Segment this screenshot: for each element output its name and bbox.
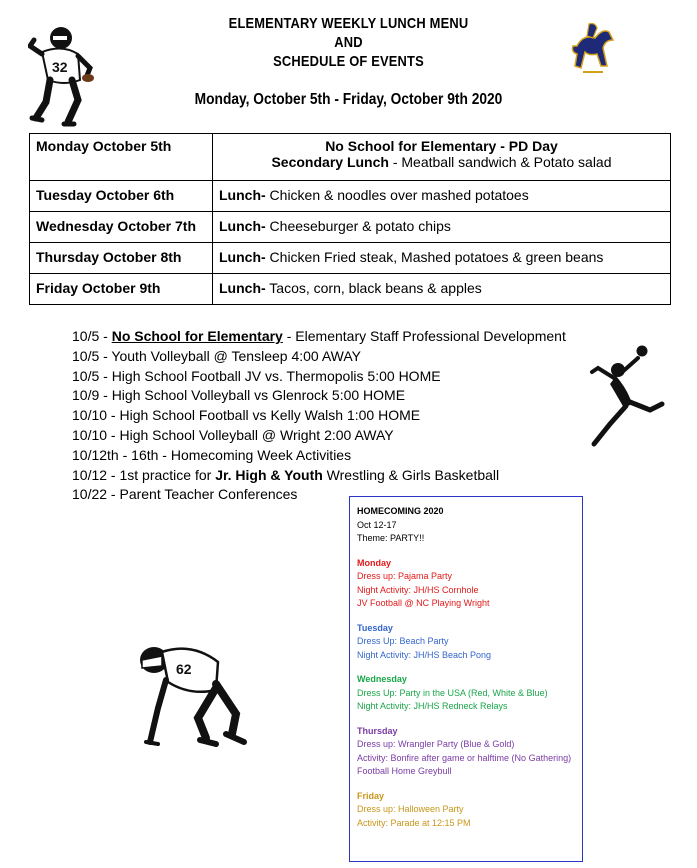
bucking-horse-logo bbox=[569, 20, 617, 84]
events-list bbox=[72, 327, 566, 505]
homecoming-line: Dress up: Wrangler Party (Blue & Gold) bbox=[357, 739, 515, 749]
event-bold: Jr. High & Youth bbox=[215, 466, 323, 483]
homecoming-line: Dress up: Halloween Party bbox=[357, 804, 464, 814]
homecoming-day-thursday: Thursday bbox=[357, 725, 398, 736]
menu-day: Tuesday October 6th bbox=[30, 181, 213, 212]
title-line-2: AND bbox=[334, 34, 363, 51]
homecoming-box bbox=[349, 496, 583, 862]
secondary-lunch-line bbox=[219, 154, 664, 170]
page-header bbox=[49, 14, 648, 71]
week-dates: Monday, October 5th - Friday, October 9th 2020 bbox=[194, 91, 503, 108]
title-line-3: SCHEDULE OF EVENTS bbox=[273, 53, 424, 70]
menu-entry bbox=[213, 243, 671, 274]
volleyball-player-icon bbox=[588, 344, 666, 450]
homecoming-theme: Theme: PARTY!! bbox=[357, 533, 425, 543]
homecoming-line: Activity: Bonfire after game or halftime (No Gathering) bbox=[357, 752, 572, 763]
menu-entry bbox=[213, 134, 671, 181]
menu-entry bbox=[213, 274, 671, 305]
homecoming-day-wednesday: Wednesday bbox=[357, 674, 407, 684]
football-lineman-icon bbox=[132, 638, 248, 750]
secondary-lunch-text: - Meatball sandwich & Potato salad bbox=[388, 154, 612, 170]
football-player-icon bbox=[28, 22, 98, 128]
event-item bbox=[72, 327, 566, 347]
lunch-label: Lunch- bbox=[219, 218, 266, 234]
lunch-text: Tacos, corn, black beans & apples bbox=[265, 280, 482, 296]
homecoming-line: Dress Up: Beach Party bbox=[357, 636, 449, 646]
homecoming-day-friday: Friday bbox=[357, 790, 385, 801]
homecoming-line: Dress up: Pajama Party bbox=[357, 571, 453, 581]
menu-day: Wednesday October 7th bbox=[30, 212, 213, 243]
lunch-text: Chicken Fried steak, Mashed potatoes & green beans bbox=[265, 249, 604, 265]
title-line-1: ELEMENTARY WEEKLY LUNCH MENU bbox=[228, 15, 469, 32]
event-suffix: Wrestling & Girls Basketball bbox=[322, 466, 500, 483]
event-prefix: 10/12 - 1st practice for bbox=[72, 466, 216, 483]
event-prefix: 10/5 - bbox=[72, 328, 112, 344]
event-suffix: - Elementary Staff Professional Development bbox=[282, 328, 566, 344]
secondary-lunch-label: Secondary Lunch bbox=[271, 154, 389, 170]
event-item: 10/5 - High School Football JV vs. Thermopolis 5:00 HOME bbox=[72, 367, 441, 384]
event-item: 10/9 - High School Volleyball vs Glenrock 5:00 HOME bbox=[72, 387, 406, 404]
lunch-label: Lunch- bbox=[219, 249, 266, 265]
homecoming-title: HOMECOMING 2020 bbox=[357, 506, 444, 516]
lunch-label: Lunch- bbox=[219, 280, 266, 296]
homecoming-line: Football Home Greybull bbox=[357, 766, 452, 776]
homecoming-line: Activity: Parade at 12:15 PM bbox=[357, 817, 471, 828]
event-item: 10/12th - 16th - Homecoming Week Activities bbox=[72, 446, 352, 463]
homecoming-day-tuesday: Tuesday bbox=[357, 622, 393, 633]
event-item: 10/22 - Parent Teacher Conferences bbox=[72, 486, 298, 503]
homecoming-dates: Oct 12-17 bbox=[357, 519, 397, 530]
menu-row-thursday bbox=[30, 243, 671, 274]
event-item: 10/10 - High School Volleyball @ Wright 2:00 AWAY bbox=[72, 426, 394, 443]
menu-day: Friday October 9th bbox=[30, 274, 213, 305]
menu-entry bbox=[213, 212, 671, 243]
menu-day: Thursday October 8th bbox=[30, 243, 213, 274]
menu-row-friday bbox=[30, 274, 671, 305]
event-item bbox=[72, 466, 566, 486]
event-underlined: No School for Elementary bbox=[111, 328, 283, 344]
homecoming-line: Night Activity: JH/HS Cornhole bbox=[357, 584, 479, 595]
menu-entry bbox=[213, 181, 671, 212]
lunch-text: Chicken & noodles over mashed potatoes bbox=[265, 187, 529, 203]
lunch-label: Lunch- bbox=[219, 187, 266, 203]
homecoming-line: JV Football @ NC Playing Wright bbox=[357, 598, 490, 608]
homecoming-day-monday: Monday bbox=[357, 557, 392, 568]
no-school-note: No School for Elementary - PD Day bbox=[325, 138, 558, 154]
svg-text:62: 62 bbox=[176, 661, 192, 677]
menu-day: Monday October 5th bbox=[30, 134, 213, 181]
homecoming-line: Night Activity: JH/HS Redneck Relays bbox=[357, 701, 508, 711]
menu-row-wednesday bbox=[30, 212, 671, 243]
svg-text:32: 32 bbox=[52, 59, 68, 75]
event-item: 10/5 - Youth Volleyball @ Tensleep 4:00 AWAY bbox=[72, 347, 361, 364]
homecoming-line: Dress Up: Party in the USA (Red, White & Blue) bbox=[357, 687, 548, 698]
homecoming-line: Night Activity: JH/HS Beach Pong bbox=[357, 649, 492, 660]
menu-row-monday bbox=[30, 134, 671, 181]
lunch-menu-table bbox=[29, 133, 671, 305]
lunch-text: Cheeseburger & potato chips bbox=[265, 218, 451, 234]
menu-row-tuesday bbox=[30, 181, 671, 212]
event-item: 10/10 - High School Football vs Kelly Walsh 1:00 HOME bbox=[72, 407, 421, 424]
